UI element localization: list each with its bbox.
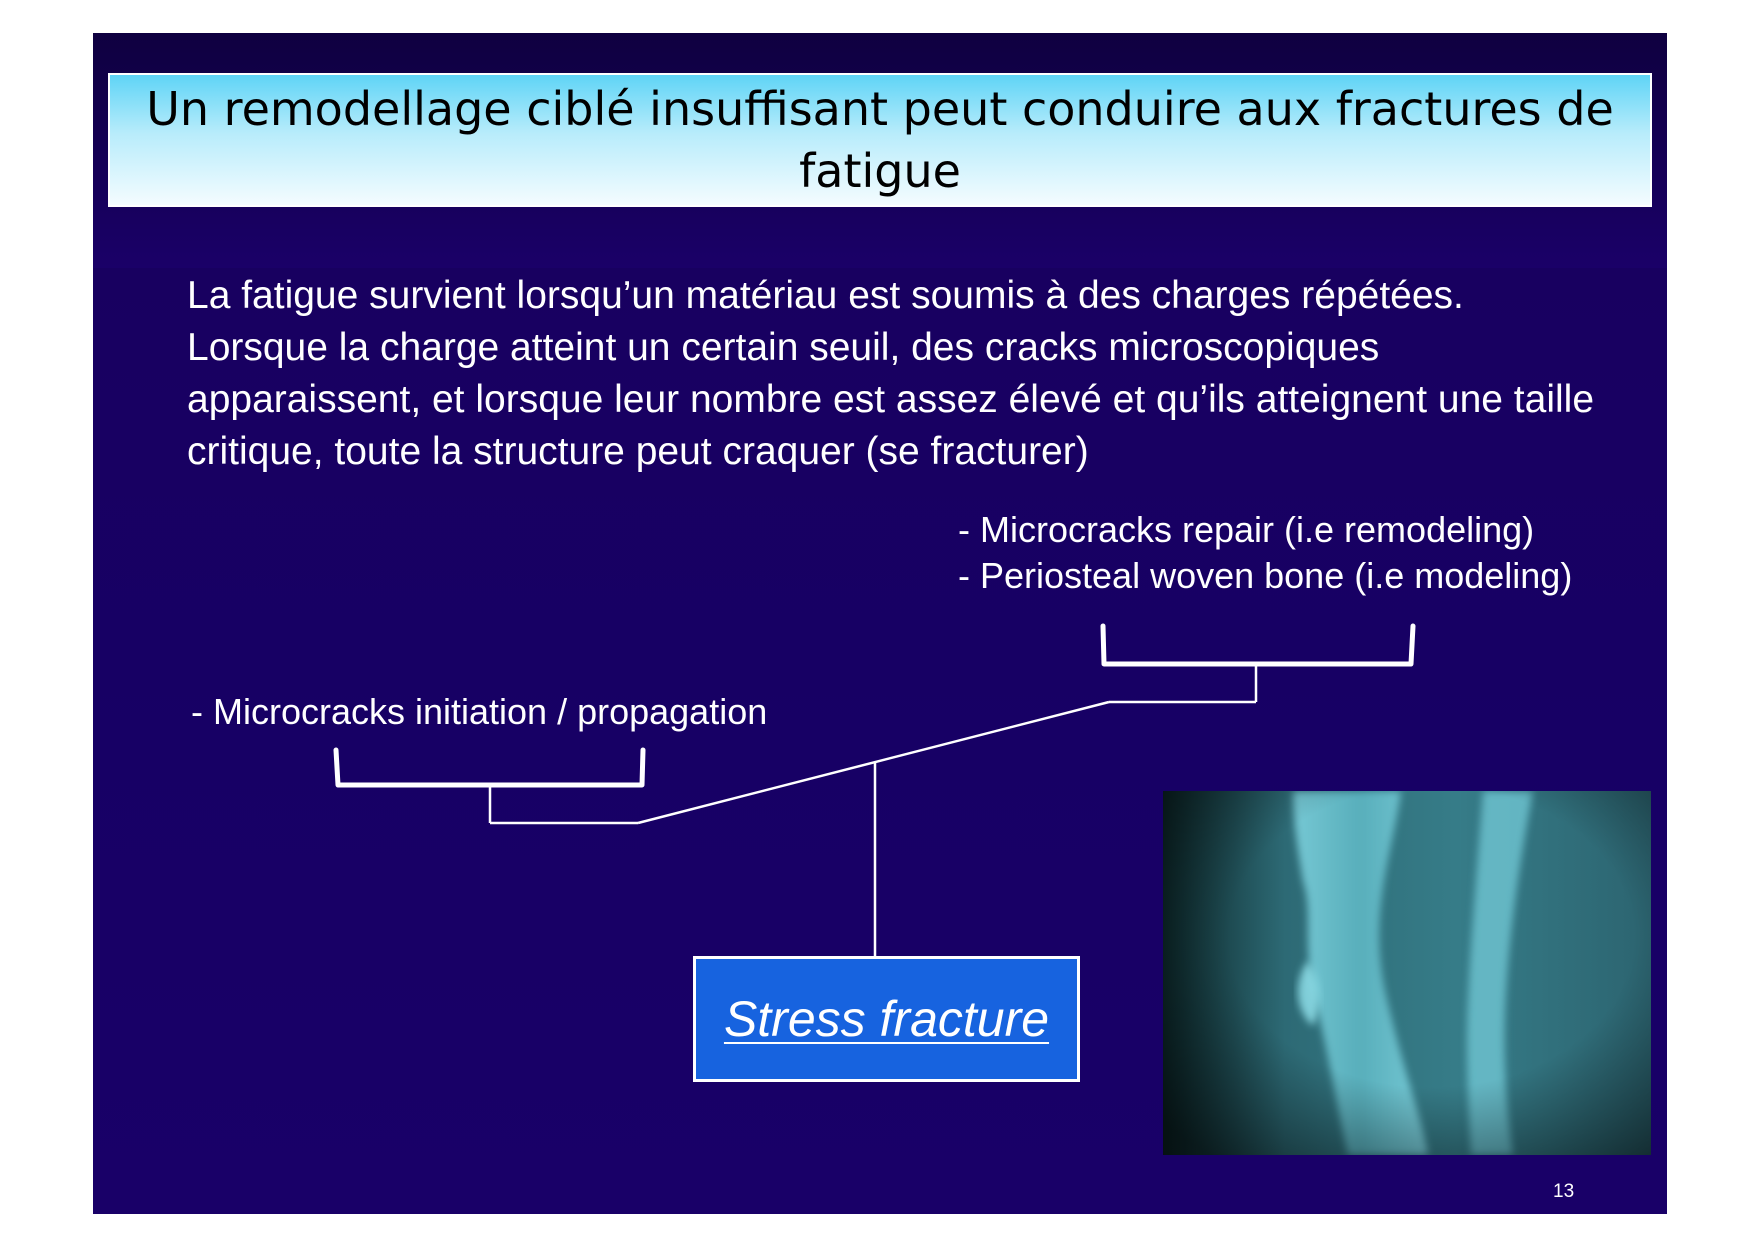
left-bracket [336,750,643,785]
stress-fracture-box[interactable] [693,956,1080,1082]
slide [93,33,1667,1214]
bullet-periosteal-woven-bone: - Periosteal woven bone (i.e modeling) [958,555,1573,596]
right-bracket [1103,626,1413,664]
xray-image [1163,791,1651,1155]
slide-title: Un remodellage ciblé insuffisant peut conduire aux fractures de fatigue [146,82,1614,198]
bullet-microcracks-repair: - Microcracks repair (i.e remodeling) [958,509,1535,550]
balance-beam [638,702,1109,823]
body-paragraph: La fatigue survient lorsqu’un matériau est soumis à des charges répétées. Lorsque la charge atteint un certain seuil, des cracks microscopiques apparaissent, et lorsque leur nombre est assez élevé et qu’ils atteignent une taille critique, toute la structure peut craquer (se fracturer) [187,274,1595,473]
page-number: 13 [1553,1181,1575,1202]
stress-fracture-link[interactable]: Stress fracture [723,991,1050,1047]
bullet-microcracks-initiation: - Microcracks initiation / propagation [191,691,768,732]
